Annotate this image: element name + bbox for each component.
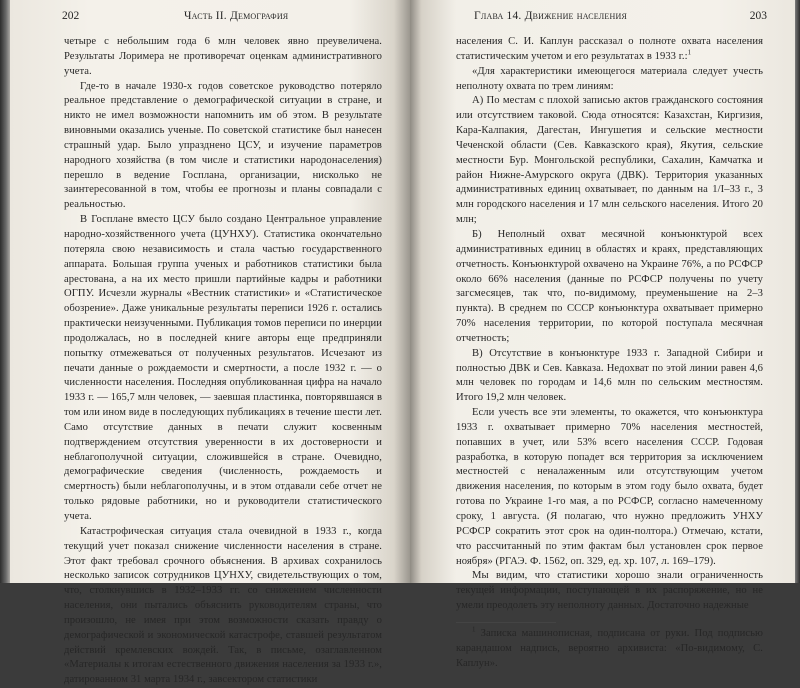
running-head: Часть II. Демография (184, 10, 289, 22)
paragraph: «Для характеристики имеющегося материала следует учесть неполноту охвата по трем линиям: (456, 65, 763, 92)
footnote-number: 1 (472, 625, 476, 634)
list-item: В) Отсутствие в конъюнктуре 1933 г. Западной Сибири и полностью ДВК и Сев. Кавказа. Недохват по этой линии равен 4,6 млн человек по городам и 14,6 млн по сельским местностям. Итого 19,2 млн человек. (456, 347, 763, 404)
paragraph (456, 35, 763, 65)
footnote-marker: 1 (687, 48, 692, 57)
left-page-header (64, 10, 382, 26)
page-number: 202 (62, 10, 80, 22)
right-page (410, 0, 795, 669)
paragraph: Если учесть все эти элементы, то окажется, что конъюнктура 1933 г. охватывает примерно 70% населения местностей, попавших в учет, или 53% всего населения СССР. Годовая разработка, в которую попадет вся территория за исключением местностей с неналаженным или отсутствующим учетом движения населения, по которым в этом году было охвата, будет готова по Украине 1-го мая, а по РСФСР, согласно намеченному сроку, 1 августа. (Я полагаю, что нужно предложить УНХУ РСФСР сократить этот срок на один-полтора.) Отмечаю, кстати, что рассчитанный по этим фактам был установлен срок первое ноября» (РГАЭ. Ф. 1562, оп. 329, ед. хр. 107, л. 169–179). (456, 407, 763, 567)
right-page-body (456, 35, 763, 671)
footnote (456, 627, 763, 672)
right-page-header (456, 10, 767, 26)
paragraph-text: населения С. И. Каплун рассказал о полноте охвата населения статистическим учетом и его результатах в 1933 г.: (456, 36, 763, 62)
left-page (10, 0, 410, 686)
paragraph: Катастрофическая ситуация стала очевидной в 1933 г., когда текущий учет показал снижение численности населения в стране. Этот факт требовал срочного объяснения. В архивах сохранилось несколько записок сотрудников ЦУНХУ, свидетельствующих о том, что, столкнувшись в 1932–1933 гг. со снижением численности населения, они пытались объяснить руководителям страны, что произошло, не имея при этом возможности сказать правду о демографической и экономической катастрофе, ставшей результатом действий кремлевских вождей. Так, в письме, озаглавленном «Материалы к итогам естественного движения населения за 1933 г.», датированном 31 марта 1934 г., завсектором статистики (64, 525, 382, 686)
footnote-text: Записка машинописная, подписана от руки. Под подписью карандашом надпись, вероятно архивиста: «По-видимому, С. Каплун». (456, 627, 763, 669)
paragraph: В Госплане вместо ЦСУ было создано Центральное управление народно-хозяйственного учета (ЦУНХУ). Статистика окончательно потеряла свою независимость и стала частью государственного аппарата. Большая группа ученых и работников статистики была арестована, а на их место пришли партийные кадры и работники ОГПУ. Исчезли журналы «Вестник статистики» и «Статистическое обозрение». Даже уникальные результаты переписи 1926 г. остались практически неизученными. Публикация томов переписи по инерции продолжалась, но в последней книге авторы еще предприняли попытку отмежеваться от полученных результатов. Исчезают из печати данные о рождаемости и смертности, а после 1932 г. — о численности населения. Последняя опубликованная цифра на начало 1933 г. — 165,7 млн человек, — заевшая пластинка, повторявшаяся в том или ином виде в последующих публикациях в течение шести лет. Само отсутствие данных в печати служит косвенным подтверждением отсутствия уверенности в их достоверности и неблагополучной ситуации, сложившейся в стране. Очевидно, демографические сведения (численность, рождаемость и смертность) были неблагополучны, и в этом отдавали себе отчет не только рядовые работники, но и руководители статистического учета. (64, 214, 382, 522)
footnote-divider (456, 622, 556, 623)
page-number: 203 (749, 10, 767, 22)
left-page-body (64, 35, 382, 688)
paragraph: Мы видим, что статистики хорошо знали ограниченность текущей информации, поступающей в их распоряжение, но не умели преодолеть эту неполноту данных. Достаточно надежные (456, 570, 763, 612)
list-item: А) По местам с плохой записью актов гражданского состояния или отсутствием таковой. Сюда относятся: Казахстан, Киргизия, Кара-Калпакия, Дагестан, Ингушетия и сельские местности Чеченской области (Сев. Кавказского края), Якутия, сельские местности Бур. Монгольской республики, Сахалин, Камчатка и район Нижне-Амурского округа (ДВК). Территория указанных административных единиц охватывает, по данным на 1/I–33 г., 3 млн городского населения и 17 млн сельского населения. Итого 20 млн; (456, 95, 763, 226)
paragraph: Где-то в начале 1930-х годов советское руководство потеряло реальное представление о демографической ситуации в стране, и никто не имел возможности напомнить им об этом. В результате виновными оказались ученые. По советской статистике был нанесен страшный удар. Было упразднено ЦСУ, и изучение параметров народного хозяйства (в том числе и статистики народонаселения) перешло в ведение Госплана, организации, нисколько не заинтересованной в том, чтобы ее прогнозы и планы совпадали с реальностью. (64, 80, 382, 211)
list-item: Б) Неполный охват месячной конъюнктурой всех административных единиц в областях и краях, представляющих отчетность. Конъюнктурой охвачено на Украине 76%, а по РСФСР около 66% населения (данные по РСФСР получены по учету загсмесяцев, так что, по-видимому, преуменьшение на 2–3 пункта). В среднем по СССР конъюнктура охватывает примерно 70% населения территории, по которой поступала месячная отчетность; (456, 228, 763, 344)
paragraph: четыре с небольшим года 6 млн человек явно преувеличена. Результаты Лоримера не противоречат оценкам административного учета. (64, 36, 382, 77)
running-head: Глава 14. Движение населения (474, 10, 627, 22)
